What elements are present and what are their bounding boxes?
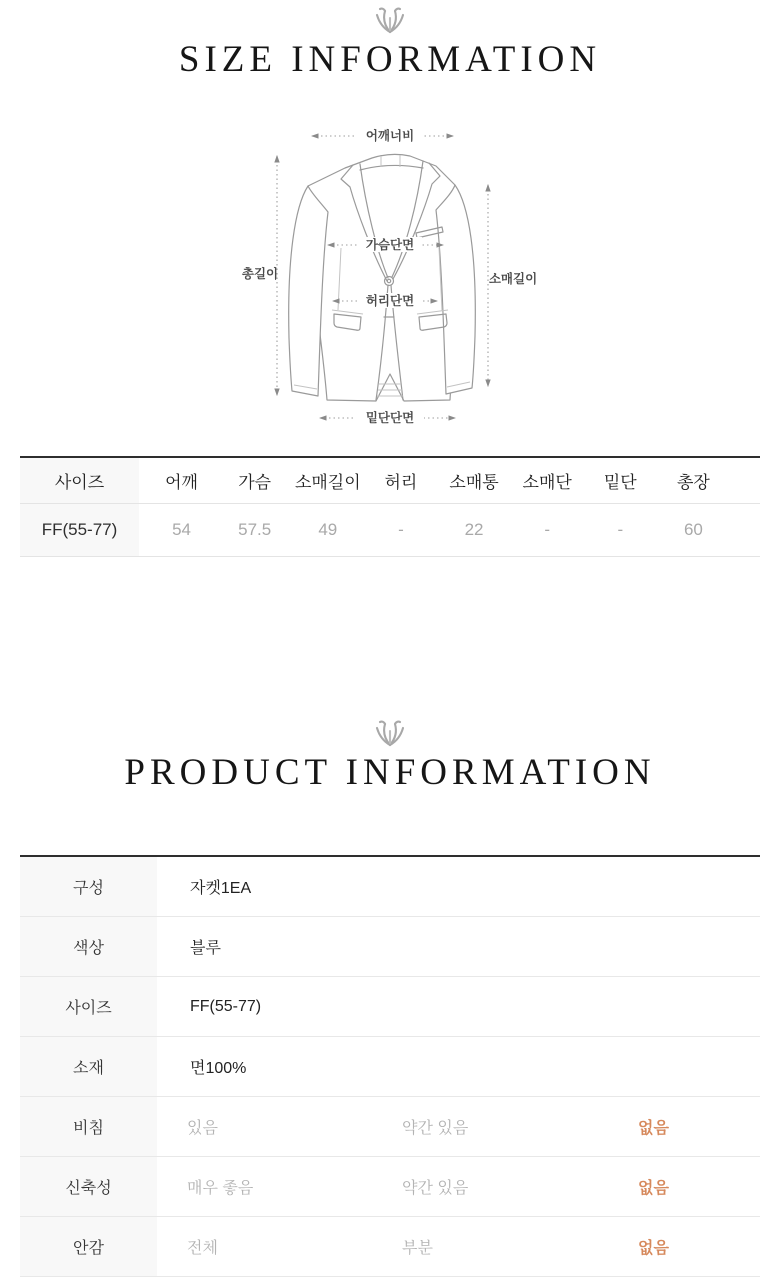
product-info-label: 소재 <box>20 1037 157 1096</box>
size-table-header-cell: 가슴 <box>238 473 272 492</box>
product-info-value: FF(55-77) <box>190 997 262 1015</box>
size-table-header-row <box>20 458 760 504</box>
product-info-row <box>20 1157 760 1217</box>
product-info-label: 비침 <box>20 1097 157 1156</box>
option-selected: 없음 <box>638 1120 669 1137</box>
product-info-row <box>20 1217 760 1277</box>
option: 매우 좋음 <box>187 1180 254 1197</box>
option-selected: 없음 <box>638 1180 669 1197</box>
size-table-header-cell: 총장 <box>677 473 710 492</box>
shoulder-width-label: 어깨너비 <box>365 129 415 143</box>
option: 전체 <box>187 1240 218 1257</box>
size-table-header-cell: 소매단 <box>522 473 572 492</box>
option: 약간 있음 <box>402 1120 469 1137</box>
size-table-value-cell: 49 <box>318 520 338 539</box>
option-selected: 없음 <box>638 1240 669 1257</box>
option: 부분 <box>402 1240 433 1257</box>
size-table-value-cell: - <box>617 520 624 539</box>
waist-width-label: 허리단면 <box>365 294 415 308</box>
size-table-size-cell: FF(55-77) <box>20 504 139 556</box>
product-info-value: 면100% <box>190 1060 247 1077</box>
total-length-label: 총길이 <box>241 267 279 281</box>
laurel-ornament-svg <box>370 5 410 35</box>
size-table-value-cell: 22 <box>464 520 484 539</box>
jacket-left-sleeve <box>289 186 328 396</box>
sleeve-length-label: 소매길이 <box>488 272 538 286</box>
product-info-row <box>20 857 760 917</box>
product-info-value: 자켓1EA <box>190 880 252 897</box>
product-info-label: 구성 <box>20 857 157 916</box>
size-table-header-cell: 소매통 <box>449 473 499 492</box>
size-table-header-cell: 밑단 <box>603 473 637 492</box>
laurel-ornament-icon <box>0 0 780 35</box>
product-info-options <box>157 1157 760 1216</box>
product-information-section <box>0 557 780 1277</box>
size-table <box>20 456 760 557</box>
product-info-table <box>20 855 760 1277</box>
chest-width-label: 가슴단면 <box>365 238 415 252</box>
option: 있음 <box>187 1120 218 1137</box>
product-info-label: 안감 <box>20 1217 157 1276</box>
product-info-options <box>157 1097 760 1156</box>
hem-width-label: 밑단단면 <box>365 411 415 425</box>
jacket-diagram-svg <box>240 108 540 448</box>
product-info-row <box>20 1097 760 1157</box>
size-table-header-cell: 어깨 <box>165 473 198 492</box>
size-table-value-cell: - <box>544 520 551 539</box>
product-info-label: 사이즈 <box>20 977 157 1036</box>
size-table-value-cell: 54 <box>172 520 192 539</box>
size-information-section <box>0 0 780 557</box>
jacket-outline <box>289 154 476 401</box>
product-info-row <box>20 1037 760 1097</box>
product-info-label: 색상 <box>20 917 157 976</box>
laurel-ornament-svg <box>370 718 410 748</box>
laurel-ornament-icon <box>0 557 780 748</box>
size-table-data-row <box>20 504 760 557</box>
product-info-options <box>157 1217 760 1276</box>
size-section-title: SIZE INFORMATION <box>178 39 602 80</box>
product-info-row <box>20 977 760 1037</box>
size-table-header-size: 사이즈 <box>20 458 139 503</box>
product-section-title: PRODUCT INFORMATION <box>124 752 656 793</box>
option: 약간 있음 <box>402 1180 469 1197</box>
size-table-value-cell: 60 <box>683 520 703 539</box>
size-table-value-cell: 57.5 <box>238 520 272 539</box>
jacket-measurement-diagram <box>240 108 540 453</box>
product-info-label: 신축성 <box>20 1157 157 1216</box>
size-table-header-cell: 소매길이 <box>294 473 361 492</box>
product-info-row <box>20 917 760 977</box>
size-table-header-cell: 허리 <box>384 473 418 492</box>
product-info-value: 블루 <box>190 940 221 957</box>
size-table-value-cell: - <box>398 520 404 539</box>
